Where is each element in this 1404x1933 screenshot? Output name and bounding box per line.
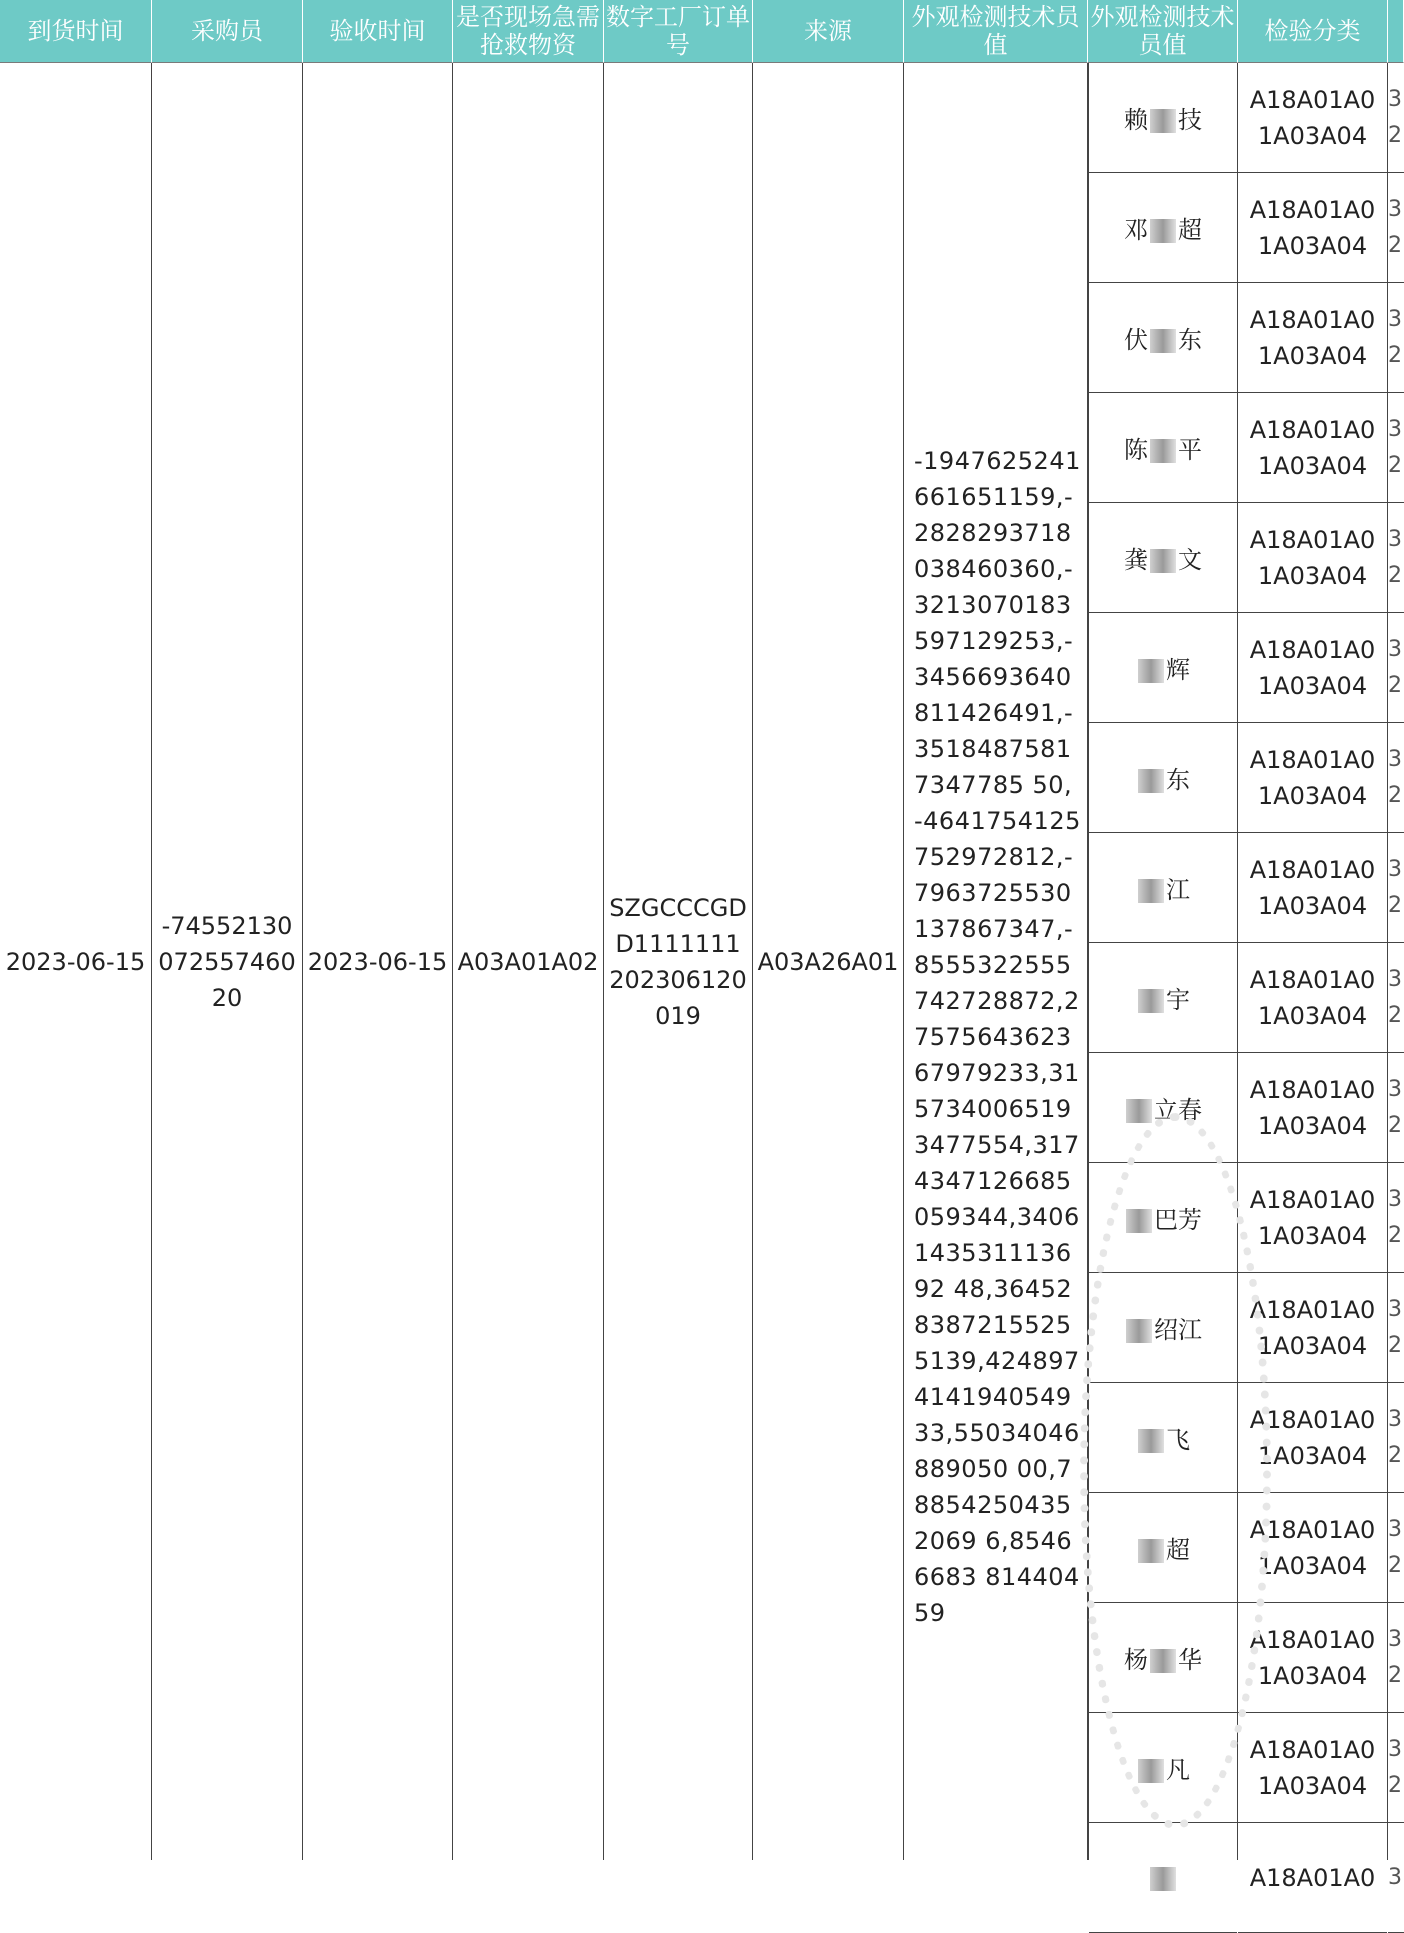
inspector-name: [1124, 100, 1202, 135]
header-inspector-name[interactable]: 外观检测技术员值: [1088, 0, 1238, 63]
inspection-category-cell[interactable]: A18A01A01A03A04: [1238, 63, 1387, 173]
inspection-category-cell[interactable]: A18A01A01A03A04: [1238, 393, 1387, 503]
inspection-category-cell[interactable]: A18A01A01A03A04: [1238, 943, 1387, 1053]
header-arrival-time[interactable]: 到货时间: [0, 0, 152, 63]
header-factory-order-no[interactable]: 数字工厂订单号: [604, 0, 753, 63]
inspection-category-cell[interactable]: A18A01A01A03A04: [1238, 503, 1387, 613]
inspector-name-right: 超: [1166, 1536, 1190, 1564]
header-source[interactable]: 来源: [753, 0, 904, 63]
next-column-cell[interactable]: 3 2: [1388, 283, 1404, 393]
next-column-cell[interactable]: 3 2: [1388, 1603, 1404, 1713]
inspector-name: [1136, 980, 1190, 1015]
next-column-cell[interactable]: 3 2: [1388, 1383, 1404, 1493]
inspector-name-right: 技: [1178, 106, 1202, 134]
redaction-mosaic: [1138, 989, 1164, 1013]
inspector-name: [1136, 760, 1190, 795]
acceptance-time-value: 2023-06-15: [307, 947, 448, 976]
inspector-name-left: 龚: [1124, 546, 1148, 574]
next-column-cell[interactable]: 3 2: [1388, 943, 1404, 1053]
inspection-category-cell[interactable]: A18A01A01A03A04: [1238, 283, 1387, 393]
inspection-category-cell[interactable]: A18A01A01A03A04: [1238, 1163, 1387, 1273]
column-inspection-category: [1238, 63, 1388, 1892]
next-column-cell[interactable]: 3: [1388, 1823, 1404, 1933]
cell-factory-order-no[interactable]: [604, 63, 753, 1860]
inspector-name-right: 东: [1166, 766, 1190, 794]
next-column-cell[interactable]: 3 2: [1388, 393, 1404, 503]
redaction-mosaic: [1150, 1867, 1176, 1891]
inspector-name-right: 文: [1178, 546, 1202, 574]
next-column-cell[interactable]: 3 2: [1388, 1053, 1404, 1163]
inspection-category-cell[interactable]: A18A01A01A03A04: [1238, 173, 1387, 283]
inspector-name-cell[interactable]: [1089, 1713, 1237, 1823]
inspector-name-right: 飞: [1166, 1426, 1190, 1454]
inspector-name-left: 伏: [1124, 326, 1148, 354]
next-column-cell[interactable]: 3 2: [1388, 1273, 1404, 1383]
inspector-name-cell[interactable]: [1089, 943, 1237, 1053]
inspector-name-cell[interactable]: [1089, 1493, 1237, 1603]
inspector-name: [1124, 430, 1202, 465]
inspector-name: [1124, 320, 1202, 355]
inspection-category-cell[interactable]: A18A01A01A03A04: [1238, 1713, 1387, 1823]
inspector-name-right: 东: [1178, 326, 1202, 354]
next-column-cell[interactable]: 3 2: [1388, 1163, 1404, 1273]
inspector-name-right: 宇: [1166, 986, 1190, 1014]
next-column-cell[interactable]: 3 2: [1388, 833, 1404, 943]
redaction-mosaic: [1138, 769, 1164, 793]
redaction-mosaic: [1138, 1429, 1164, 1453]
inspector-name-cell[interactable]: [1089, 63, 1237, 173]
inspection-category-cell[interactable]: A18A01A01A03A04: [1238, 1603, 1387, 1713]
inspector-name: [1124, 1090, 1202, 1125]
inspector-name-cell[interactable]: [1089, 1273, 1237, 1383]
header-inspection-category[interactable]: 检验分类: [1238, 0, 1388, 63]
inspector-name-right: 超: [1178, 216, 1202, 244]
inspection-category-cell[interactable]: A18A01A01A03A04: [1238, 1493, 1387, 1603]
purchaser-value: -7455213007255746020: [158, 911, 296, 1012]
next-column-cell[interactable]: 3 2: [1388, 1713, 1404, 1823]
inspector-values-text: -1947625241661651159,-2828293718038460360,-3213070183597129253,-3456693640811426491,-35184875817347785 50,-4641754125752972812,-7963725530137867347,-8555322555742728872,2757564362367979233,3157340065193477554,3174347126685059344,3406143531113692 48,3645283872155255139,424897414194054933,55034046889050 00,788542504352069 6,85466683 81440459: [914, 447, 1081, 1627]
inspector-name-right: 华: [1178, 1646, 1202, 1674]
inspector-name-cell[interactable]: [1089, 503, 1237, 613]
inspection-category-cell[interactable]: A18A01A01A03A04: [1238, 1383, 1387, 1493]
redaction-mosaic: [1126, 1209, 1152, 1233]
inspector-name-left: 赖: [1124, 106, 1148, 134]
inspector-name-cell[interactable]: [1089, 1823, 1237, 1933]
table-body: [0, 63, 1404, 1892]
cell-inspector-values[interactable]: [904, 63, 1088, 1860]
inspector-name-cell[interactable]: [1089, 173, 1237, 283]
inspection-category-cell[interactable]: A18A01A01A03A04: [1238, 723, 1387, 833]
header-next-column: [1388, 0, 1404, 63]
inspector-name: [1136, 1530, 1190, 1565]
redaction-mosaic: [1150, 439, 1176, 463]
inspection-category-cell[interactable]: A18A01A0: [1238, 1823, 1387, 1933]
inspector-name: [1136, 1750, 1190, 1785]
column-next-partial: [1388, 63, 1404, 1890]
inspector-name: [1124, 540, 1202, 575]
redaction-mosaic: [1138, 1539, 1164, 1563]
redaction-mosaic: [1126, 1099, 1152, 1123]
next-column-cell[interactable]: 3 2: [1388, 1493, 1404, 1603]
cell-source[interactable]: [753, 63, 904, 1860]
header-purchaser[interactable]: 采购员: [152, 0, 303, 63]
redaction-mosaic: [1150, 109, 1176, 133]
next-column-cell[interactable]: 3 2: [1388, 613, 1404, 723]
header-inspector-values[interactable]: 外观检测技术员值: [904, 0, 1088, 63]
cell-acceptance-time[interactable]: [303, 63, 453, 1860]
redaction-mosaic: [1138, 659, 1164, 683]
header-emergency-material[interactable]: 是否现场急需抢救物资: [453, 0, 604, 63]
redaction-mosaic: [1150, 1649, 1176, 1673]
redaction-mosaic: [1126, 1319, 1152, 1343]
cell-purchaser[interactable]: [152, 63, 303, 1860]
inspection-category-cell[interactable]: A18A01A01A03A04: [1238, 833, 1387, 943]
inspector-name-left: 邓: [1124, 216, 1148, 244]
source-value: A03A26A01: [757, 947, 899, 976]
inspection-category-cell[interactable]: A18A01A01A03A04: [1238, 613, 1387, 723]
inspector-name-right: 绍江: [1154, 1316, 1202, 1344]
inspector-name-right: 江: [1166, 876, 1190, 904]
inspector-name-left: 杨: [1124, 1646, 1148, 1674]
header-acceptance-time[interactable]: 验收时间: [303, 0, 453, 63]
inspection-category-cell[interactable]: A18A01A01A03A04: [1238, 1053, 1387, 1163]
inspector-name-right: 平: [1178, 436, 1202, 464]
next-column-cell[interactable]: 3 2: [1388, 503, 1404, 613]
inspector-name-cell[interactable]: [1089, 1383, 1237, 1493]
next-column-cell[interactable]: 3 2: [1388, 723, 1404, 833]
redaction-mosaic: [1138, 879, 1164, 903]
inspector-name-cell[interactable]: [1089, 1053, 1237, 1163]
inspector-name-cell[interactable]: [1089, 1163, 1237, 1273]
inspector-name: [1136, 650, 1190, 685]
inspector-name-right: 凡: [1166, 1756, 1190, 1784]
inspector-name: [1124, 1640, 1202, 1675]
arrival-time-value: 2023-06-15: [5, 947, 146, 976]
cell-arrival-time[interactable]: [0, 63, 152, 1860]
redaction-mosaic: [1138, 1759, 1164, 1783]
inspector-name: [1124, 1200, 1202, 1235]
column-inspector-name: [1088, 63, 1238, 1860]
inspector-name-right: 巴芳: [1154, 1206, 1202, 1234]
inspector-name: [1124, 210, 1202, 245]
factory-order-no-value: SZGCCCGDD1111111202306120019: [609, 893, 747, 1030]
redaction-mosaic: [1150, 329, 1176, 353]
inspector-name-cell[interactable]: [1089, 393, 1237, 503]
inspector-name: [1148, 1864, 1178, 1892]
inspector-name-cell[interactable]: [1089, 723, 1237, 833]
inspector-name-cell[interactable]: [1089, 283, 1237, 393]
emergency-material-value: A03A01A02: [457, 947, 599, 976]
redaction-mosaic: [1150, 549, 1176, 573]
inspector-name: [1124, 1310, 1202, 1345]
inspector-name-right: 辉: [1166, 656, 1190, 684]
inspector-name: [1136, 1420, 1190, 1455]
inspector-name-left: 陈: [1124, 436, 1148, 464]
inspector-name-cell[interactable]: [1089, 613, 1237, 723]
redaction-mosaic: [1150, 219, 1176, 243]
inspector-name-right: 立春: [1154, 1096, 1202, 1124]
inspector-name-cell[interactable]: [1089, 833, 1237, 943]
next-column-cell[interactable]: 3 2: [1388, 173, 1404, 283]
next-column-cell[interactable]: 3 2: [1388, 63, 1404, 173]
table-header: [0, 0, 1404, 63]
cell-emergency-material[interactable]: [453, 63, 604, 1860]
inspector-name-cell[interactable]: [1089, 1603, 1237, 1713]
inspection-category-cell[interactable]: A18A01A01A03A04: [1238, 1273, 1387, 1383]
inspector-name: [1136, 870, 1190, 905]
